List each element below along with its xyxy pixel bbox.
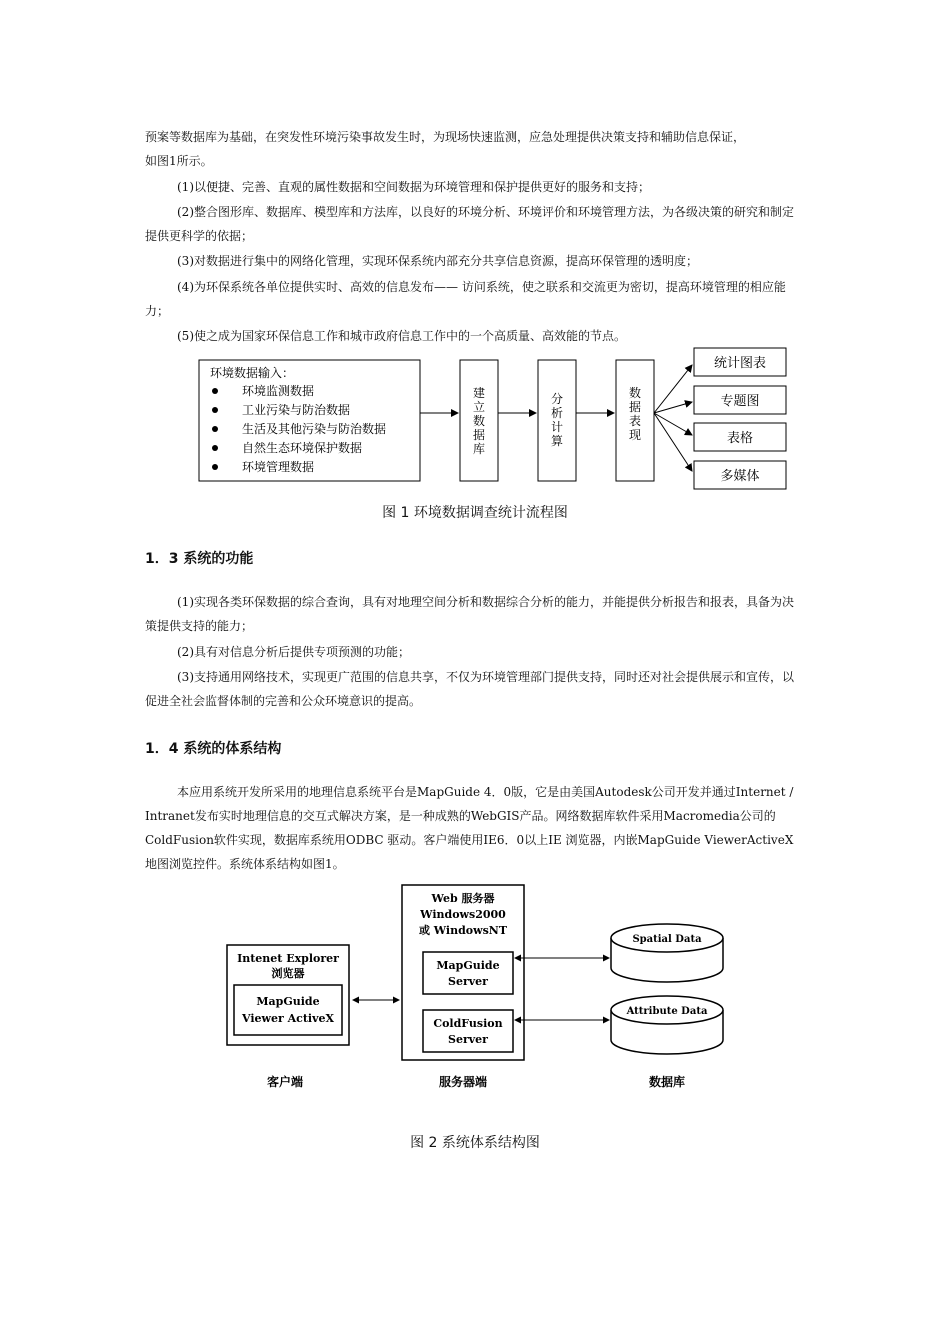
step-char: 立 xyxy=(472,400,486,414)
input-title: 环境数据输入： xyxy=(210,366,295,380)
step-char: 数 xyxy=(472,414,486,428)
step-char: 据 xyxy=(472,428,486,442)
goal-item: (4)为环保系统各单位提供实时、高效的信息发布—— 访问系统，使之联系和交流更为密切，提高环境管理的相应能力； xyxy=(145,280,786,318)
input-item: 环境管理数据 xyxy=(242,460,315,474)
client-title: 浏览器 xyxy=(271,967,305,980)
viewer-label: MapGuide xyxy=(256,995,320,1008)
intro-line-2: 如图1所示。 xyxy=(145,154,213,168)
step-char: 表 xyxy=(628,414,642,428)
viewer-label: Viewer ActiveX xyxy=(241,1012,335,1025)
goal-item: (5)使之成为国家环保信息工作和城市政府信息工作中的一个高质量、高效能的节点。 xyxy=(177,329,627,343)
section-13-heading: 1．3 系统的功能 xyxy=(145,551,254,567)
step-char: 分 xyxy=(550,392,564,406)
input-list xyxy=(212,383,386,474)
output-label: 专题图 xyxy=(720,394,760,409)
client-title: Intenet Explorer xyxy=(237,952,339,965)
input-item: 生活及其他污染与防治数据 xyxy=(242,422,387,436)
server-title: Windows2000 xyxy=(420,908,506,921)
server-title: Web 服务器 xyxy=(431,892,495,905)
step-char: 算 xyxy=(550,434,564,448)
function-item: (1)实现各类环保数据的综合查询，具有对地理空间分析和数据综合分析的能力，并能提供分析报告和报表，具备为决策提供支持的能力； xyxy=(145,595,795,633)
bullet-icon xyxy=(212,426,218,432)
coldfusion-label: Server xyxy=(448,1033,488,1046)
spatial-data-label: Spatial Data xyxy=(632,934,702,945)
bullet-icon xyxy=(212,407,218,413)
output-label: 表格 xyxy=(726,431,754,446)
figure-2-architecture xyxy=(215,880,745,1100)
label-client: 客户端 xyxy=(266,1075,304,1089)
figure-1-flowchart xyxy=(190,345,800,495)
bullet-icon xyxy=(212,464,218,470)
output-label: 统计图表 xyxy=(713,356,767,371)
step-char: 现 xyxy=(628,428,642,442)
server-title: 或 WindowsNT xyxy=(418,924,508,937)
figure-2-caption: 图 2 系统体系结构图 xyxy=(410,1135,540,1151)
mapguide-label: MapGuide xyxy=(436,959,500,972)
function-item: (3)支持通用网络技术，实现更广范围的信息共享，不仅为环境管理部门提供支持，同时还对社会提供展示和宣传，以促进全社会监督体制的完善和公众环境意识的提高。 xyxy=(145,670,795,708)
coldfusion-label: ColdFusion xyxy=(433,1017,503,1030)
step-char: 计 xyxy=(550,420,564,434)
function-item: (2)具有对信息分析后提供专项预测的功能； xyxy=(177,645,410,659)
step-char: 析 xyxy=(550,406,564,420)
attribute-data-label: Attribute Data xyxy=(626,1006,708,1017)
goal-item: (3)对数据进行集中的网络化管理，实现环保系统内部充分共享信息资源，提高环保管理的透明度； xyxy=(177,254,699,268)
bullet-icon xyxy=(212,445,218,451)
section-14-heading: 1．4 系统的体系结构 xyxy=(145,741,282,757)
label-server: 服务器端 xyxy=(438,1075,488,1089)
bullet-icon xyxy=(212,388,218,394)
step-char: 数 xyxy=(628,386,642,400)
step-char: 据 xyxy=(628,400,642,414)
output-label: 多媒体 xyxy=(720,469,760,484)
goal-item: (1)以便捷、完善、直观的属性数据和空间数据为环境管理和保护提供更好的服务和支持； xyxy=(177,180,651,194)
section-14-body: 本应用系统开发所采用的地理信息系统平台是MapGuide 4．0版，它是由美国Autodesk公司开发并通过Internet / Intranet发布实时地理信息的交互式解决方案，是一种成熟的WebGIS产品。网络数据库软件采用Macromedia公司的ColdFusion软件实现，数据库系统用ODBC 驱动。客户端使用IE6．0以上IE 浏览器，内嵌MapGuide ViewerActiveX地图浏览控件。系统体系结构如图1。 xyxy=(145,785,794,871)
input-item: 环境监测数据 xyxy=(242,384,315,398)
mapguide-label: Server xyxy=(448,975,488,988)
step-char: 库 xyxy=(472,442,486,456)
label-database: 数据库 xyxy=(648,1075,686,1089)
figure-1-caption: 图 1 环境数据调查统计流程图 xyxy=(382,505,568,521)
viewer-activex-box xyxy=(234,985,342,1035)
input-item: 自然生态环境保护数据 xyxy=(242,441,363,455)
goal-item: (2)整合图形库、数据库、模型库和方法库，以良好的环境分析、环境评价和环境管理方法，为各级决策的研究和制定提供更科学的依据； xyxy=(145,205,795,243)
spatial-data-cylinder xyxy=(611,924,723,982)
input-item: 工业污染与防治数据 xyxy=(242,403,351,417)
attribute-data-cylinder xyxy=(611,996,723,1054)
step-char: 建 xyxy=(472,386,486,400)
intro-line-1: 预案等数据库为基础，在突发性环境污染事故发生时，为现场快速监测，应急处理提供决策支持和辅助信息保证， xyxy=(145,130,746,144)
